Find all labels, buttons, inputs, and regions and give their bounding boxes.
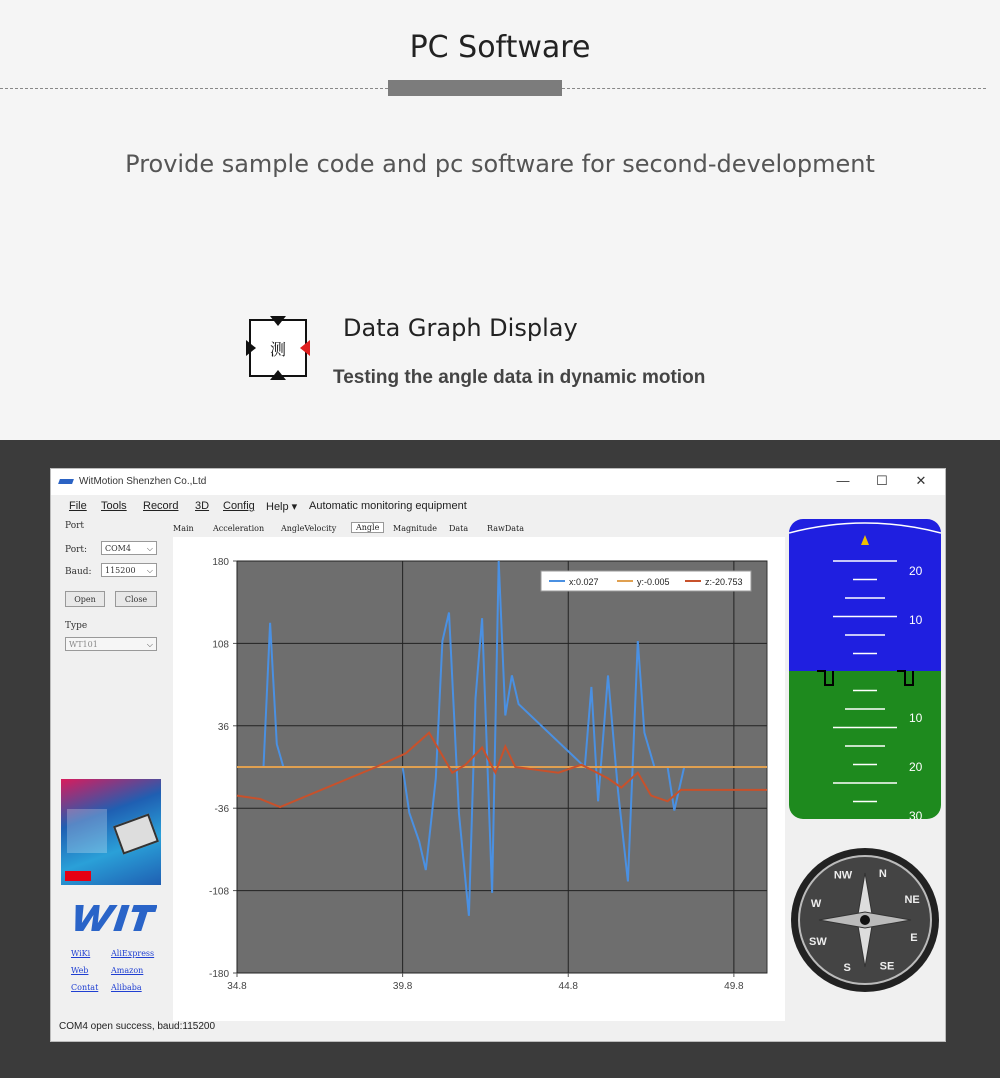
tab-anglevelocity[interactable]: AngleVelocity <box>281 524 337 533</box>
tab-acceleration[interactable]: Acceleration <box>213 524 265 533</box>
window-titlebar[interactable] <box>51 469 945 495</box>
wit-brand-logo <box>65 901 157 935</box>
open-button[interactable]: Open <box>65 591 105 607</box>
pitch-label-ground-30: 30 <box>909 809 923 819</box>
divider-right <box>562 88 986 89</box>
promo-header <box>0 0 1000 440</box>
pitch-label-ground-10: 10 <box>909 711 923 725</box>
x-tick-label: 34.8 <box>227 981 247 992</box>
type-select[interactable] <box>65 637 157 651</box>
baud-select[interactable] <box>101 563 157 577</box>
chart-panel <box>173 537 785 1021</box>
y-tick-label: -180 <box>208 969 229 980</box>
feature-subtitle: Testing the angle data in dynamic motion <box>333 367 706 388</box>
baud-select-value: 115200 <box>105 566 136 575</box>
chevron-down-icon: ⌵ <box>146 566 153 575</box>
measure-icon <box>244 314 312 382</box>
port-label: Port: <box>65 545 88 555</box>
compass-label: E <box>910 932 918 945</box>
status-bar-text: COM4 open success, baud:115200 <box>59 1021 216 1032</box>
y-tick-label: 180 <box>212 557 229 568</box>
compass-label: S <box>843 962 851 974</box>
sensor-device-image <box>113 813 159 854</box>
close-button[interactable]: ✕ <box>915 473 927 488</box>
ad-text-block <box>67 809 107 853</box>
tab-magnitude[interactable]: Magnitude <box>393 524 438 533</box>
y-tick-label: -108 <box>208 886 229 898</box>
pitch-label-ground-20: 20 <box>909 760 923 774</box>
compass-label: W <box>810 897 822 910</box>
ground-region <box>789 671 941 819</box>
menu-bar <box>51 495 945 517</box>
menu-auto-monitoring[interactable]: Automatic monitoring equipment <box>309 500 467 512</box>
compass-label: N <box>878 868 887 880</box>
type-group-label: Type <box>65 621 88 631</box>
legend-entry: x:0.027 <box>569 577 599 587</box>
close-port-button[interactable]: Close <box>115 591 157 607</box>
divider-left <box>0 88 388 89</box>
menu-config[interactable]: Config <box>223 500 255 512</box>
x-tick-label: 49.8 <box>724 981 744 992</box>
menu-file[interactable]: File <box>69 500 87 512</box>
pitch-label-sky-20: 20 <box>909 564 923 578</box>
compass-widget <box>789 845 941 995</box>
port-select-value: COM4 <box>105 544 131 553</box>
y-tick-label: 36 <box>217 721 229 733</box>
feature-title: Data Graph Display <box>343 314 578 342</box>
price-badge <box>65 871 91 881</box>
type-select-value: WT101 <box>69 640 98 649</box>
menu-help[interactable]: Help ▾ <box>266 501 298 513</box>
link-alibaba[interactable]: Alibaba <box>111 983 142 992</box>
maximize-button[interactable]: ☐ <box>876 473 888 488</box>
attitude-indicator <box>789 519 941 819</box>
legend-entry: z:-20.753 <box>705 577 743 587</box>
link-contact[interactable]: Contat <box>71 983 99 992</box>
x-tick-label: 39.8 <box>392 981 413 992</box>
tab-main[interactable]: Main <box>173 524 194 533</box>
y-tick-label: -36 <box>214 804 229 816</box>
port-select[interactable] <box>101 541 157 555</box>
left-panel <box>59 519 163 1009</box>
page-subtitle: Provide sample code and pc software for second-development <box>125 150 875 178</box>
compass-label: NE <box>904 893 920 906</box>
port-group-label: Port <box>65 521 85 531</box>
legend-entry: y:-0.005 <box>637 577 670 587</box>
compass-label: NW <box>833 869 853 882</box>
link-web[interactable]: Web <box>71 966 89 975</box>
wit-logo-icon <box>58 479 74 484</box>
menu-tools[interactable]: Tools <box>101 500 127 512</box>
minimize-button[interactable]: — <box>836 473 850 488</box>
link-amazon[interactable]: Amazon <box>111 966 144 975</box>
tab-data[interactable]: Data <box>449 524 469 533</box>
chevron-down-icon: ⌵ <box>146 640 153 649</box>
chevron-down-icon: ⌵ <box>146 544 153 553</box>
y-tick-label: 108 <box>212 639 229 651</box>
menu-3d[interactable]: 3D <box>195 500 210 512</box>
product-ad-image[interactable] <box>61 779 161 885</box>
baud-label: Baud: <box>65 567 92 577</box>
window-title: WitMotion Shenzhen Co.,Ltd <box>79 476 207 487</box>
compass-label: SW <box>809 936 827 949</box>
feature-icon-glyph: 测 <box>269 340 287 359</box>
title-accent-bar <box>388 80 562 96</box>
page-title: PC Software <box>409 30 591 65</box>
menu-record[interactable]: Record <box>143 500 179 512</box>
app-window <box>50 468 946 1042</box>
link-aliexpress[interactable]: AliExpress <box>111 949 155 958</box>
tab-rawdata[interactable]: RawData <box>487 524 524 533</box>
pitch-label-sky-10: 10 <box>909 613 923 627</box>
compass-label: SE <box>879 960 895 973</box>
angle-chart[interactable] <box>173 537 785 1021</box>
x-tick-label: 44.8 <box>558 981 578 992</box>
link-wiki[interactable]: WiKi <box>71 949 91 958</box>
tab-angle[interactable]: Angle <box>351 522 384 533</box>
